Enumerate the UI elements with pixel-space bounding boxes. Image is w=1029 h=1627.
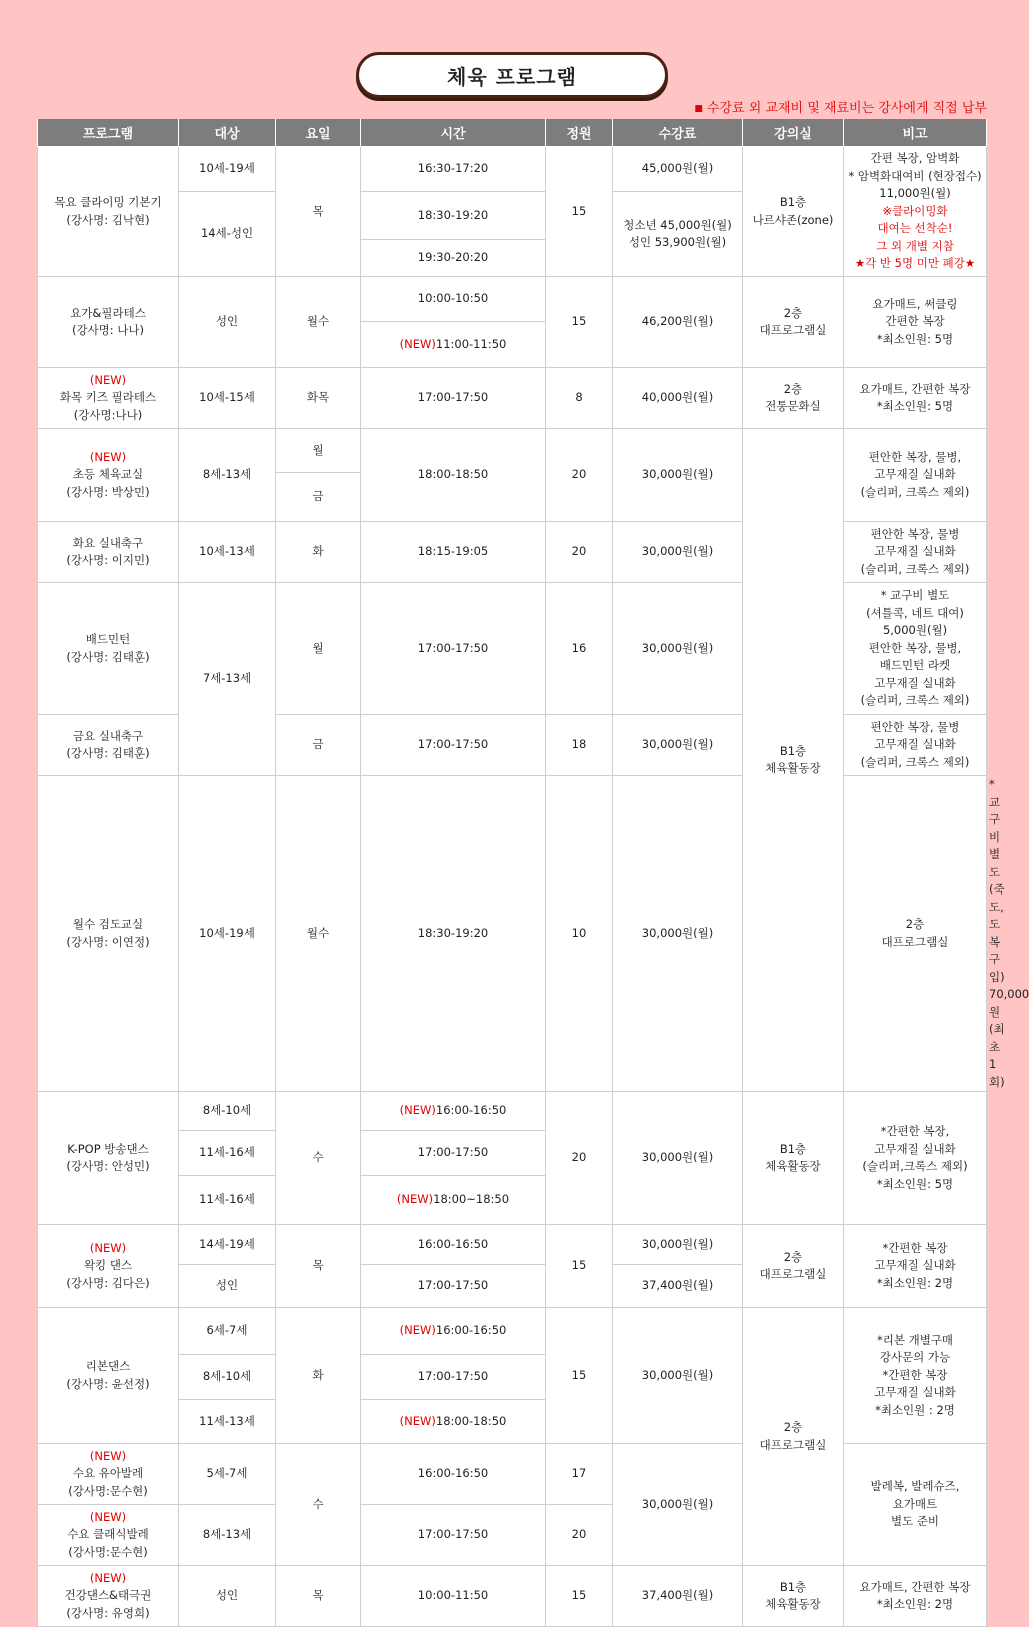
capacity-cell: 16 xyxy=(546,583,613,715)
note-line: 요가매트, 써클링 xyxy=(872,296,958,311)
new-tag: (NEW) xyxy=(399,336,436,351)
new-tag: (NEW) xyxy=(89,372,127,387)
capacity-cell: 20 xyxy=(546,1505,613,1566)
new-tag: (NEW) xyxy=(399,1323,436,1338)
capacity-cell: 20 xyxy=(546,1092,613,1225)
time-cell: 10:00-10:50 xyxy=(361,277,546,322)
header-program: 프로그램 xyxy=(38,119,179,147)
new-tag: (NEW) xyxy=(89,449,127,464)
target-cell: 8세-13세 xyxy=(179,1505,276,1566)
capacity-cell: 20 xyxy=(546,429,613,522)
target-cell: 10세-15세 xyxy=(179,368,276,429)
note-cell xyxy=(844,277,987,368)
room-name: 체육활동장 xyxy=(765,1159,821,1173)
page-title xyxy=(356,52,668,98)
capacity-cell: 18 xyxy=(546,715,613,776)
header-day: 요일 xyxy=(276,119,361,147)
time-cell: 17:00-17:50 xyxy=(361,1505,546,1566)
table-row xyxy=(38,1308,987,1355)
time-cell xyxy=(361,1176,546,1225)
program-name: K-POP 방송댄스 xyxy=(67,1141,149,1156)
target-cell: 성인 xyxy=(179,1265,276,1308)
program-cell xyxy=(38,1308,179,1444)
program-name: 수요 클래식발레 xyxy=(67,1527,149,1542)
time-cell: 17:00-17:50 xyxy=(361,368,546,429)
table-header-row xyxy=(38,119,987,147)
fee-cell: 30,000원(월) xyxy=(613,583,743,715)
note-line: 간편한 복장 xyxy=(885,314,945,329)
target-cell: 11세-16세 xyxy=(179,1131,276,1176)
fee-cell: 30,000원(월) xyxy=(613,1308,743,1444)
time-cell: 17:00-17:50 xyxy=(361,583,546,715)
target-cell: 6세-7세 xyxy=(179,1308,276,1355)
program-cell xyxy=(38,1566,179,1627)
note-line: *리본 개별구매 xyxy=(876,1332,954,1347)
time-cell: 10:00-11:50 xyxy=(361,1566,546,1627)
note-line: 요가매트 xyxy=(892,1496,938,1511)
note-line: 배드민턴 라켓 xyxy=(879,658,951,673)
target-cell: 10세-19세 xyxy=(179,776,276,1092)
program-name: 수요 유아발레 xyxy=(72,1466,144,1481)
time-cell xyxy=(361,1308,546,1355)
program-name: 초등 체육교실 xyxy=(72,467,144,482)
target-cell: 8세-10세 xyxy=(179,1092,276,1131)
table-row xyxy=(38,277,987,322)
program-name: 요가&필라테스 xyxy=(70,305,146,320)
instructor: (강사명: 안성민) xyxy=(66,1159,150,1173)
note-line: (슬리퍼,크록스 제외) xyxy=(862,1159,968,1173)
program-name: 리본댄스 xyxy=(85,1359,131,1373)
room-cell xyxy=(743,147,844,277)
room-floor: 2층 xyxy=(783,381,803,396)
day-cell: 월 xyxy=(276,583,361,715)
fee-cell: 30,000원(월) xyxy=(613,429,743,522)
new-tag: (NEW) xyxy=(396,1192,434,1207)
page-title-text: 체육 프로그램 xyxy=(447,64,577,89)
program-cell xyxy=(38,1092,179,1225)
new-tag: (NEW) xyxy=(89,1570,127,1585)
program-cell xyxy=(38,368,179,429)
notice-bullet-icon: ■ xyxy=(694,104,703,114)
note-line: (슬리퍼, 크록스 제외) xyxy=(860,693,970,708)
note-cell xyxy=(844,1225,987,1308)
target-cell: 11세-13세 xyxy=(179,1400,276,1444)
note-cell xyxy=(844,1566,987,1627)
program-name: 왁킹 댄스 xyxy=(83,1258,133,1273)
time-value: 16:00-16:50 xyxy=(435,1323,507,1338)
room-name: 전통문화실 xyxy=(765,399,821,413)
note-line: 간편 복장, 암벽화 xyxy=(870,151,960,166)
room-cell xyxy=(743,1308,844,1566)
note-line: *간편한 복장 xyxy=(882,1240,948,1255)
room-floor: 2층 xyxy=(783,1420,803,1434)
time-cell: 18:00-18:50 xyxy=(361,429,546,522)
time-cell: 17:00-17:50 xyxy=(361,1355,546,1400)
room-floor: B1층 xyxy=(779,1141,807,1156)
target-cell: 8세-10세 xyxy=(179,1355,276,1400)
day-cell: 월수 xyxy=(276,277,361,368)
fee-line: 청소년 45,000원(월) xyxy=(623,217,732,232)
instructor: (강사명: 김태훈) xyxy=(66,746,150,760)
table-row xyxy=(38,1444,987,1505)
table-row: 월수 검도교실 (강사명: 이연정) 10세-19세 월수 18:30-19:20 10 30,000원(월) 2층 대프로그램실 * 교구비 별도 (죽도, 도복 구입) 70,000원(최초 1회) xyxy=(38,776,987,1092)
note-line: 고무재질 실내화 xyxy=(874,544,956,559)
note-cell xyxy=(844,147,987,277)
time-cell: 19:30-20:20 xyxy=(361,240,546,277)
note-line: 편안한 복장, 물병 xyxy=(870,526,960,541)
program-name: 월수 검도교실 xyxy=(72,917,144,931)
time-cell: 17:00-17:50 xyxy=(361,715,546,776)
room-floor: 2층 xyxy=(905,917,925,931)
note-line: ※클라이밍화 xyxy=(882,203,948,218)
room-name: 대프로그램실 xyxy=(759,1437,827,1452)
fee-cell: 30,000원(월) xyxy=(613,1092,743,1225)
room-cell xyxy=(844,776,987,1092)
note-line: *최소인원: 5명 xyxy=(876,331,954,346)
note-line: 11,000원(월) xyxy=(879,186,951,201)
table-row xyxy=(38,583,987,715)
capacity-cell: 8 xyxy=(546,368,613,429)
room-floor: 2층 xyxy=(783,305,803,320)
day-cell: 금 xyxy=(276,473,361,522)
time-value: 11:00-11:50 xyxy=(435,336,507,351)
target-cell: 14세-성인 xyxy=(179,192,276,277)
table-row xyxy=(38,368,987,429)
program-cell xyxy=(38,429,179,522)
day-cell: 월 xyxy=(276,429,361,473)
room-cell xyxy=(743,277,844,368)
fee-cell: 30,000원(월) xyxy=(613,776,743,1092)
program-name: 화요 실내축구 xyxy=(72,535,144,550)
note-line: (셔틀콕, 네트 대여) xyxy=(866,605,964,620)
note-line: *최소인원 : 2명 xyxy=(875,1402,955,1417)
table-row xyxy=(38,1225,987,1265)
note-cell xyxy=(844,715,987,776)
time-value: 18:00-18:50 xyxy=(435,1413,507,1428)
note-cell xyxy=(844,1444,987,1566)
fee-cell: 37,400원(월) xyxy=(613,1566,743,1627)
note-line: 고무재질 실내화 xyxy=(874,1258,956,1273)
header-note: 비고 xyxy=(844,119,987,147)
new-tag: (NEW) xyxy=(399,1103,436,1118)
program-cell xyxy=(38,522,179,583)
note-line: 편안한 복장, 물병, xyxy=(868,640,962,655)
room-cell xyxy=(743,1225,844,1308)
table-row xyxy=(38,429,987,473)
fee-cell: 30,000원(월) xyxy=(613,1444,743,1566)
note-line: 별도 준비 xyxy=(890,1514,940,1529)
program-cell xyxy=(38,147,179,277)
new-tag: (NEW) xyxy=(89,1240,127,1255)
day-cell: 수 xyxy=(276,1444,361,1566)
room-cell xyxy=(743,368,844,429)
note-line: 고무재질 실내화 xyxy=(874,1385,956,1400)
room-cell xyxy=(743,1092,844,1225)
program-table xyxy=(37,119,1029,1627)
notice-text: 수강료 외 교재비 및 재료비는 강사에게 직접 납부 xyxy=(706,101,987,116)
capacity-cell: 15 xyxy=(546,1308,613,1444)
header-fee: 수강료 xyxy=(613,119,743,147)
room-name: 나르샤존(zone) xyxy=(752,212,834,227)
day-cell: 금 xyxy=(276,715,361,776)
room-floor: 2층 xyxy=(783,1249,803,1264)
fee-cell: 30,000원(월) xyxy=(613,715,743,776)
program-cell xyxy=(38,776,179,1092)
room-floor: B1층 xyxy=(779,743,807,758)
time-cell xyxy=(361,1092,546,1131)
table-row xyxy=(38,1566,987,1627)
note-line: 5,000원(월) xyxy=(882,623,948,638)
day-cell: 월수 xyxy=(276,776,361,1092)
capacity-cell: 10 xyxy=(546,776,613,1092)
program-name: 배드민턴 xyxy=(85,632,131,646)
target-cell: 성인 xyxy=(179,277,276,368)
note-line: (슬리퍼, 크록스 제외) xyxy=(860,484,970,499)
time-value: 16:00-16:50 xyxy=(435,1103,507,1118)
room-floor: B1층 xyxy=(779,195,807,209)
room-name: 체육활동장 xyxy=(765,761,821,775)
note-line: 고무재질 실내화 xyxy=(874,467,956,482)
fee-cell: 30,000원(월) xyxy=(613,1225,743,1265)
instructor: (강사명:문수현) xyxy=(68,1544,148,1559)
capacity-cell: 15 xyxy=(546,1225,613,1308)
day-cell: 화 xyxy=(276,522,361,583)
program-cell xyxy=(38,1444,179,1505)
note-cell xyxy=(844,1308,987,1444)
room-name: 대프로그램실 xyxy=(759,1267,827,1281)
day-cell: 수 xyxy=(276,1092,361,1225)
capacity-cell: 20 xyxy=(546,522,613,583)
target-cell: 성인 xyxy=(179,1566,276,1627)
note-cell xyxy=(844,522,987,583)
time-cell xyxy=(361,1400,546,1444)
time-cell: 16:00-16:50 xyxy=(361,1444,546,1505)
time-cell: 16:30-17:20 xyxy=(361,147,546,192)
time-cell: 16:00-16:50 xyxy=(361,1225,546,1265)
note-line: 고무재질 실내화 xyxy=(874,675,956,690)
header-target: 대상 xyxy=(179,119,276,147)
time-cell: 18:30-19:20 xyxy=(361,776,546,1092)
instructor: (강사명: 김태훈) xyxy=(66,649,150,664)
room-name: 대프로그램실 xyxy=(881,934,949,949)
program-name: 화목 키즈 필라테스 xyxy=(59,390,157,405)
note-line: 고무재질 실내화 xyxy=(874,737,956,752)
new-tag: (NEW) xyxy=(89,1448,127,1463)
program-name: 금요 실내축구 xyxy=(72,728,144,743)
note-line: * 암벽화대여비 (현장접수) xyxy=(848,168,982,183)
table-row xyxy=(38,1092,987,1131)
note-line: 고무재질 실내화 xyxy=(874,1141,956,1156)
room-cell xyxy=(743,429,844,1092)
target-cell: 5세-7세 xyxy=(179,1444,276,1505)
note-line: 대여는 선착순! xyxy=(877,221,953,236)
header-room: 강의실 xyxy=(743,119,844,147)
instructor: (강사명: 이지민) xyxy=(66,553,150,567)
new-tag: (NEW) xyxy=(399,1413,436,1428)
note-cell xyxy=(844,429,987,522)
note-line: *최소인원: 2명 xyxy=(876,1275,954,1290)
note-line: 발레복, 발레슈즈, xyxy=(870,1479,960,1494)
note-line: (슬리퍼, 크록스 제외) xyxy=(860,561,970,576)
capacity-cell: 15 xyxy=(546,277,613,368)
time-cell: 18:15-19:05 xyxy=(361,522,546,583)
time-cell: 18:30-19:20 xyxy=(361,192,546,240)
day-cell: 화 xyxy=(276,1308,361,1444)
instructor: (강사명: 김다은) xyxy=(66,1275,150,1290)
day-cell: 목 xyxy=(276,1225,361,1308)
note-line: 편안한 복장, 물병, xyxy=(868,449,962,464)
program-cell xyxy=(38,583,179,715)
note-line: * 교구비 별도 xyxy=(880,588,950,603)
note-line: *간편한 복장 xyxy=(882,1367,948,1382)
target-cell: 11세-16세 xyxy=(179,1176,276,1225)
note-line: 편안한 복장, 물병 xyxy=(870,719,960,734)
room-name: 대프로그램실 xyxy=(759,323,827,337)
target-cell: 14세-19세 xyxy=(179,1225,276,1265)
fee-cell: 40,000원(월) xyxy=(613,368,743,429)
instructor: (강사명: 이연정) xyxy=(66,934,150,949)
target-cell: 10세-13세 xyxy=(179,522,276,583)
capacity-cell: 15 xyxy=(546,1566,613,1627)
program-name: 건강댄스&태극권 xyxy=(64,1588,152,1603)
new-tag: (NEW) xyxy=(89,1509,127,1524)
instructor: (강사명:문수현) xyxy=(68,1483,148,1498)
fee-notice xyxy=(694,97,987,116)
program-cell xyxy=(38,1505,179,1566)
note-cell xyxy=(844,1092,987,1225)
instructor: (강사명: 박상민) xyxy=(66,484,150,499)
header-capacity: 정원 xyxy=(546,119,613,147)
instructor: (강사명: 김낙현) xyxy=(66,212,150,227)
target-cell: 7세-13세 xyxy=(179,583,276,776)
room-name: 체육활동장 xyxy=(765,1597,821,1611)
capacity-cell: 15 xyxy=(546,147,613,277)
instructor: (강사명: 유영희) xyxy=(66,1605,150,1620)
note-line: *최소인원: 2명 xyxy=(876,1597,954,1611)
day-cell: 목 xyxy=(276,1566,361,1627)
fee-cell: 45,000원(월) xyxy=(613,147,743,192)
time-value: 18:00~18:50 xyxy=(433,1192,510,1207)
header-time: 시간 xyxy=(361,119,546,147)
note-line: ★각 반 5명 미만 폐강★ xyxy=(854,256,976,271)
instructor: (강사명:나나) xyxy=(73,407,143,422)
table-row xyxy=(38,522,987,583)
fee-cell xyxy=(613,192,743,277)
program-cell xyxy=(38,277,179,368)
note-cell xyxy=(844,368,987,429)
target-cell: 8세-13세 xyxy=(179,429,276,522)
note-line: 요가매트, 간편한 복장 xyxy=(859,1579,971,1594)
day-cell: 목 xyxy=(276,147,361,277)
day-cell: 화목 xyxy=(276,368,361,429)
note-line: *간편한 복장, xyxy=(880,1124,950,1138)
program-cell xyxy=(38,715,179,776)
fee-cell: 37,400원(월) xyxy=(613,1265,743,1308)
capacity-cell: 17 xyxy=(546,1444,613,1505)
fee-line: 성인 53,900원(월) xyxy=(628,235,727,249)
instructor: (강사명: 윤선정) xyxy=(66,1376,150,1391)
target-cell: 10세-19세 xyxy=(179,147,276,192)
time-cell: 17:00-17:50 xyxy=(361,1265,546,1308)
program-cell xyxy=(38,1225,179,1308)
program-name: 목요 클라이밍 기본기 xyxy=(54,195,162,209)
room-floor: B1층 xyxy=(779,1579,807,1594)
fee-cell: 30,000원(월) xyxy=(613,522,743,583)
note-line: 강사문의 가능 xyxy=(879,1350,951,1365)
note-line: *최소인원: 5명 xyxy=(876,1176,954,1191)
instructor: (강사명: 나나) xyxy=(71,323,145,337)
note-line: 요가매트, 간편한 복장 xyxy=(859,381,971,396)
room-cell xyxy=(743,1566,844,1627)
note-line: (슬리퍼, 크록스 제외) xyxy=(860,754,970,769)
time-cell xyxy=(361,322,546,368)
note-cell xyxy=(844,583,987,715)
time-cell: 17:00-17:50 xyxy=(361,1131,546,1176)
note-line: *최소인원: 5명 xyxy=(876,399,954,413)
note-line: 그 외 개별 지참 xyxy=(876,238,954,253)
fee-cell: 46,200원(월) xyxy=(613,277,743,368)
table-row xyxy=(38,147,987,192)
